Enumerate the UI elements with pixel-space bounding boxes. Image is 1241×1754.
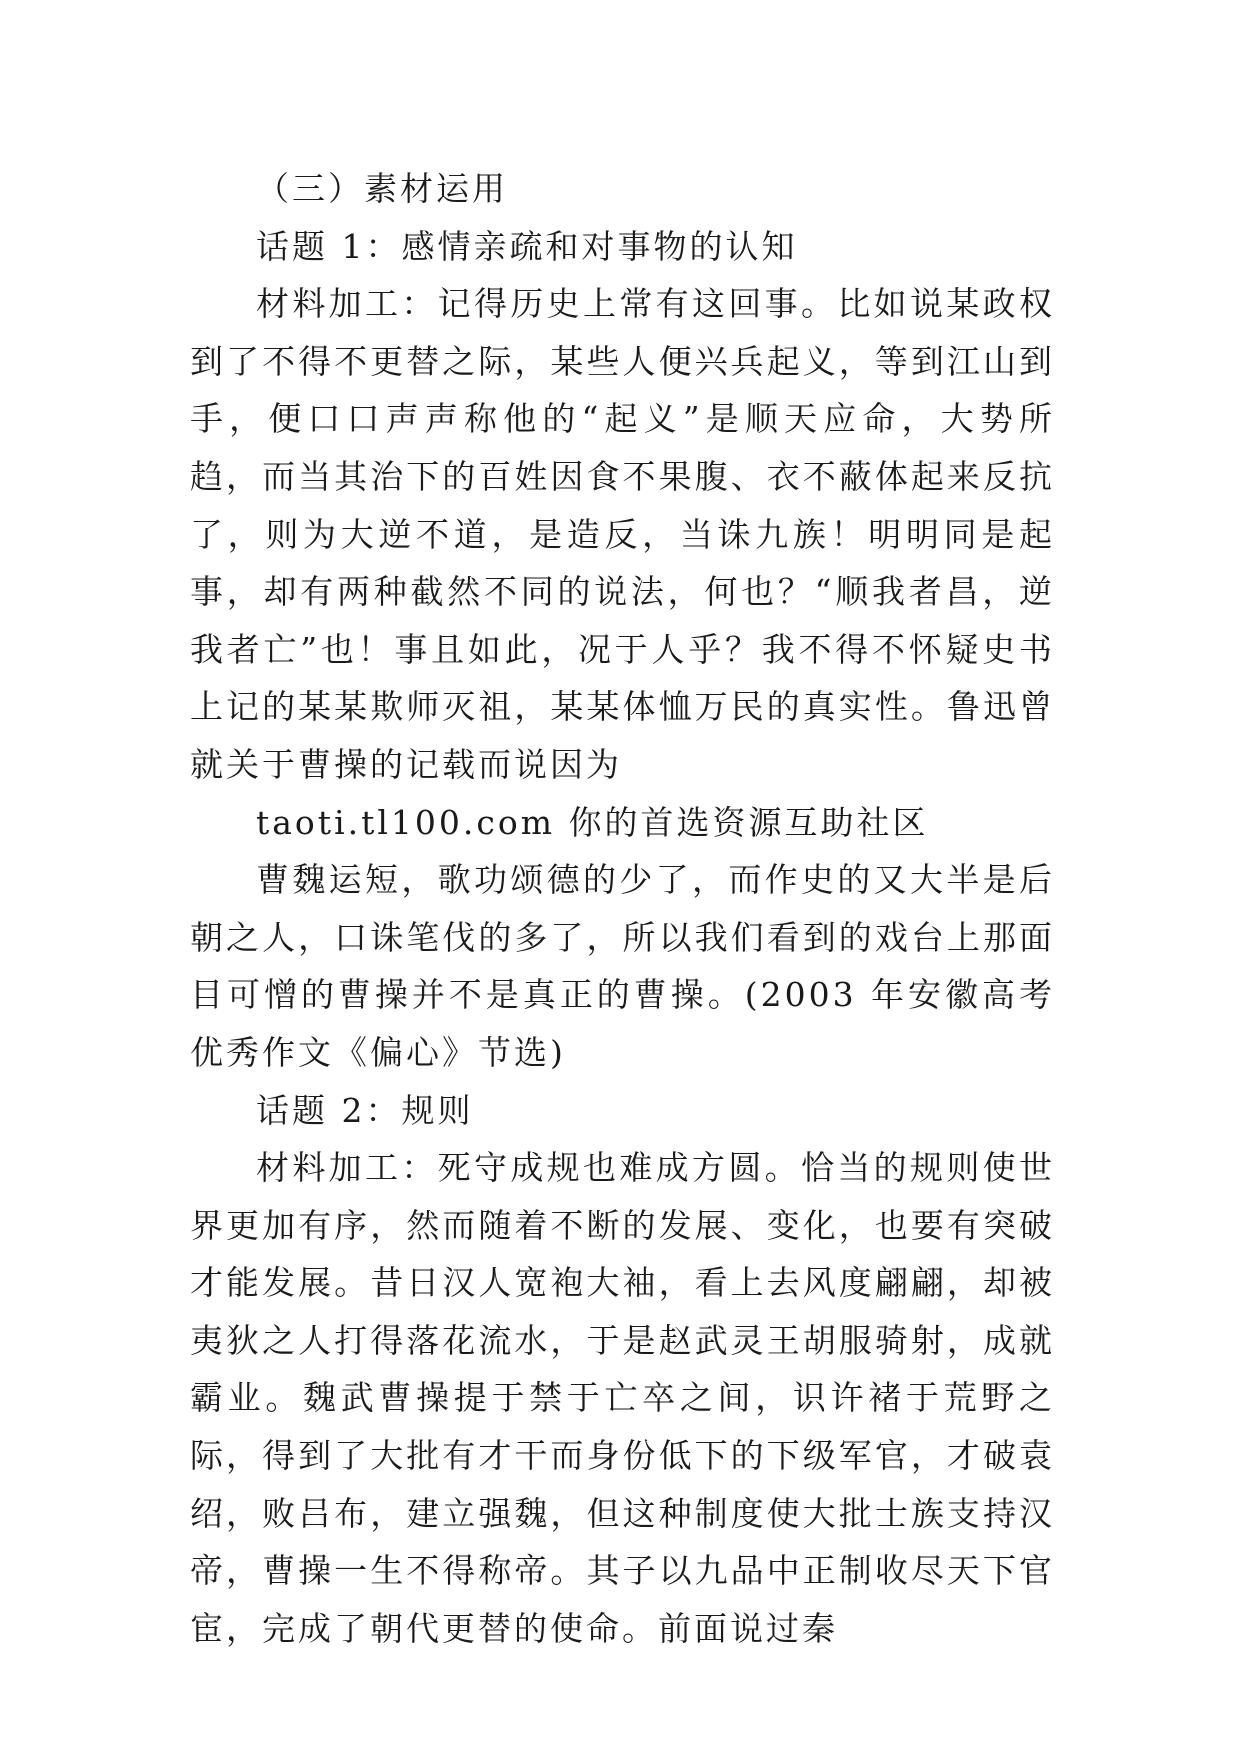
source-watermark-line: taoti.tl100.com 你的首选资源互助社区 — [256, 802, 929, 842]
topic1-title: 话题 1：感情亲疏和对事物的认知 — [256, 226, 798, 266]
topic1-paragraph1: 材料加工：记得历史上常有这回事。比如说某政权到了不得不更替之际，某些人便兴兵起义，等到江山到手，便口口声声称他的“起义”是顺天应命，大势所趋，而当其治下的百姓因食不果腹、衣不蔽体起来反抗了，则为大逆不道，是造反，当诛九族！明明同是起事，却有两种截然不同的说法，何也？“顺我者昌，逆我者亡”也！事且如此，况于人乎？我不得不怀疑史书上记的某某欺师灭祖，某某体恤万民的真实性。鲁迅曾就关于曹操的记载而说因为 — [190, 284, 1055, 784]
document-page — [190, 160, 1055, 1657]
topic2-title: 话题 2：规则 — [256, 1090, 474, 1130]
topic2-paragraph1: 材料加工：死守成规也难成方圆。恰当的规则使世界更加有序，然而随着不断的发展、变化，也要有突破才能发展。昔日汉人宽袍大袖，看上去风度翩翩，却被夷狄之人打得落花流水，于是赵武灵王胡服骑射，成就霸业。魏武曹操提于禁于亡卒之间，识许褚于荒野之际，得到了大批有才干而身份低下的下级军官，才破袁绍，败吕布，建立强魏，但这种制度使大批士族支持汉帝，曹操一生不得称帝。其子以九品中正制收尽天下官宦，完成了朝代更替的使命。前面说过秦 — [190, 1148, 1055, 1648]
topic1-paragraph2: 曹魏运短，歌功颂德的少了，而作史的又大半是后朝之人，口诛笔伐的多了，所以我们看到的戏台上那面目可憎的曹操并不是真正的曹操。(2003 年安徽高考优秀作文《偏心》节选) — [190, 860, 1055, 1072]
section-heading: （三）素材运用 — [256, 169, 508, 208]
